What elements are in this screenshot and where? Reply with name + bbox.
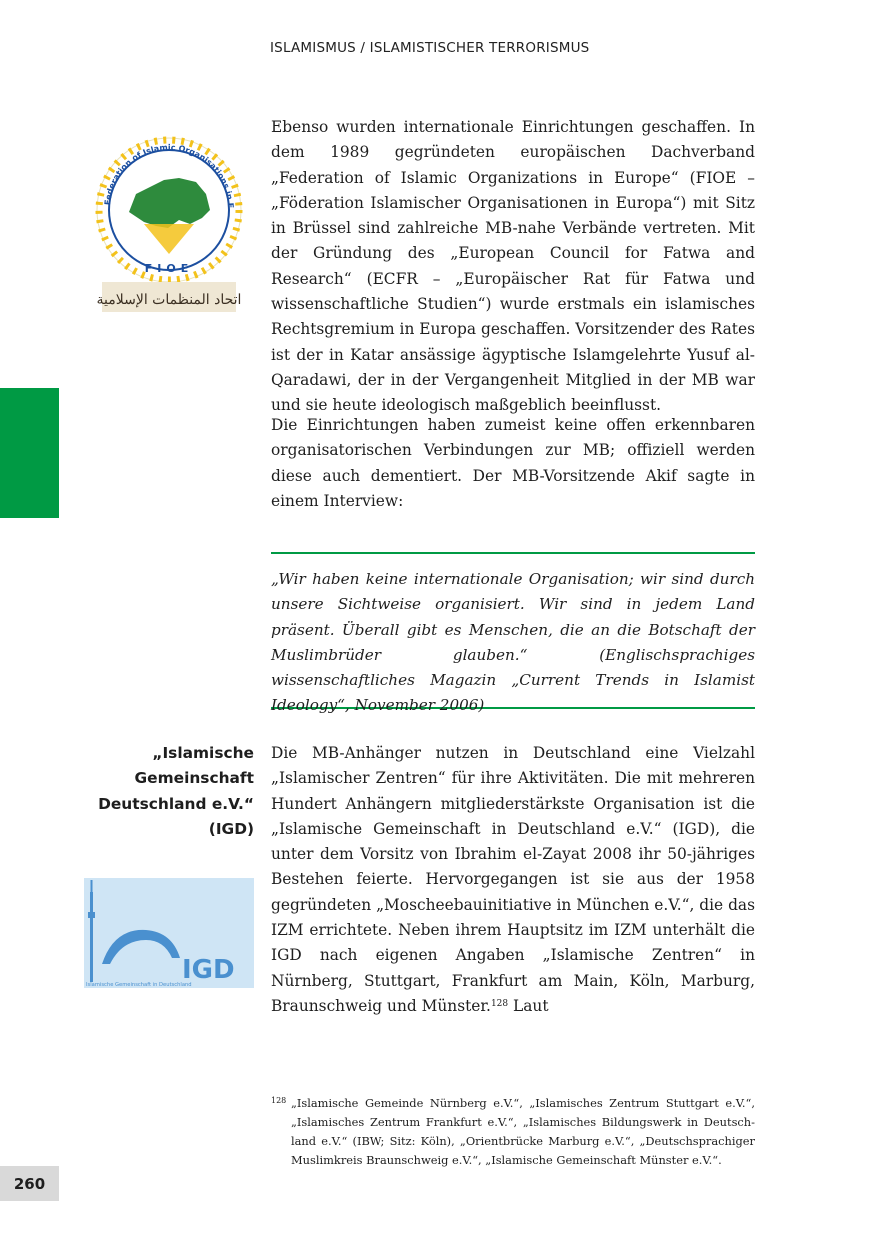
paragraph-no-visible-links: Die Einrichtungen haben zumeist keine offen erkennbaren organisatorischen Verbindungen zur MB; offiziell werden diese auch dementiert. Der MB-Vorsitzende Akif sagte in einem Interview: <box>271 416 755 510</box>
side-heading-line: Gemeinschaft <box>134 769 254 788</box>
quote-box <box>271 552 755 715</box>
paragraph-international-institutions: Ebenso wurden internationale Einrichtungen geschaffen. In dem 1989 gegründeten europäischen Dachverband „Federation of Islamic Organizations in Europe“ (FIOE – „Föderation Islamischer Organisationen in Europa“) mit Sitz in Brüssel sind zahlreiche MB-nahe Verbände vertreten. Mit der Gründung des „European Council for Fatwa and Research“ (ECFR – „Europäischer Rat für Fatwa und wissenschaftliche Studien“) wurde erstmals ein islamisches Rechtsgremium in Europa geschaffen. Vorsitzender des Rates ist der in Katar ansässige ägyptische Islamgelehrte Yusuf al-Qaradawi, der in der Vergangenheit Mitglied in der MB war und sie heute ideologisch maßgeblich beeinflusst. <box>271 118 755 415</box>
fioe-logo <box>84 114 254 313</box>
paragraph-tail: Laut <box>508 996 549 1015</box>
footnote-mark: 128 <box>271 1096 287 1105</box>
side-heading-line: (IGD) <box>208 819 254 838</box>
running-header: ISLAMISMUS / ISLAMISTISCHER TERRORISMUS <box>270 40 590 56</box>
footnote-text: „Islamische Gemeinde Nürnberg e.V.“, „Islamisches Zentrum Stuttgart e.V.“, „Islamisches Zentrum Frankfurt e.V.“, „Islamisches Bildungswerk in Deutschland e.V.“ (IBW; Sitz: Köln), „Orientbrücke Marburg e.V.“, „Deutschsprachiger Muslimkreis Braunschweig e.V.“, „Islamische Gemeinschaft Münster e.V.“. <box>291 1096 755 1167</box>
igd-acronym: IGD <box>182 955 235 985</box>
page-number: 260 <box>0 1166 59 1201</box>
quote-text: „Wir haben keine internationale Organisation; wir sind durch unsere Sichtweise organisiert. Wir sind in jedem Land präsent. Überall gibt es Menschen, die an die Botschaft der Muslimbrüder glauben.“ (Englischsprachiges wissenschaftliches Magazin „Current Trends in Islamist Ideology“, November 2006) <box>271 570 755 715</box>
paragraph-mb-supporters <box>271 741 755 1019</box>
footnote-128 <box>271 1094 755 1170</box>
footnote-reference: 128 <box>490 998 509 1009</box>
fioe-acronym: FIOE <box>144 262 194 275</box>
fioe-arc-text: Federation of Islamic Organisations in E <box>103 142 236 209</box>
section-color-tab <box>0 388 59 518</box>
igd-logo <box>84 878 254 988</box>
fioe-arabic-text: اتحاد المنظمات الإسلامية <box>96 292 242 308</box>
side-heading-line: Deutschland e.V.“ <box>98 794 254 813</box>
side-heading-igd <box>80 741 254 842</box>
igd-tagline: Islamische Gemeinschaft in Deutschland <box>86 982 192 988</box>
paragraph-text: Die MB-Anhänger nutzen in Deutschland eine Vielzahl „Islamischer Zentren“ für ihre Aktivitäten. Die mit mehreren Hundert Anhängern mitgliederstärkste Organisation ist die „Islamische Gemeinschaft in Deutschland e.V.“ (IGD), die unter dem Vorsitz von Ibrahim el-Zayat 2008 ihr 50-jähriges Bestehen feierte. Hervorgegangen ist sie aus der 1958 gegründeten „Moscheebauinitiative in München e.V.“, die das IZM errichtete. Neben ihrem Hauptsitz im IZM unterhält die IGD nach eigenen Angaben „Islamische Zentren“ in Nürnberg, Stuttgart, Frankfurt am Main, Köln, Marburg, Braunschweig und Münster. <box>271 744 755 1015</box>
side-heading-line: „Islamische <box>152 744 254 762</box>
